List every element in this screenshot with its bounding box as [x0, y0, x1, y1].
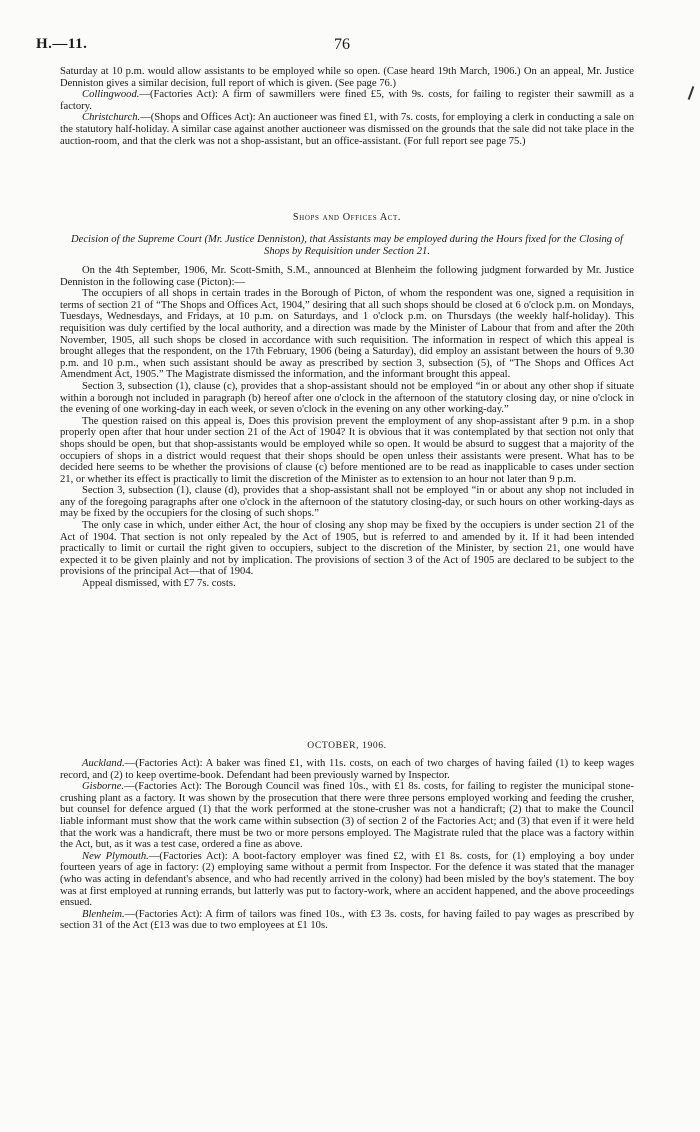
case-text: —(Factories Act): A firm of tailors was fined 10s., with £3 3s. costs, for having failed to pay wages as prescribed by section 31 of the Act (£13 was due to two employees at £1 10s. [60, 908, 634, 932]
section-shops-offices [60, 212, 634, 223]
case-text: —(Factories Act): The Borough Council was fined 10s., with £1 8s. costs, for failing to register the municipal stone-crushing plant as a factory. It was shown by the prosecution that there were three persons employed working and feeding the crusher, but counsel for defence argued (1) that the work performed at the stone-crusher was not a handicraft; (2) that to make the Council liable informant must show that the work came within subsection (3) of section 2 of the Factories Act; and (3) that even if it were held that the work was a handicraft, there must be two or more persons employed. The Magistrate ruled that the place was a factory within the Act, but, as it was a test case, ordered a fine as above. [60, 781, 634, 851]
place-name: Christchurch. [82, 112, 141, 124]
case-blenheim [60, 909, 634, 932]
case-christchurch [60, 112, 634, 147]
section-heading: Shops and Offices Act. [292, 212, 402, 223]
case-new-plymouth [60, 851, 634, 909]
judgment-paragraph: The only case in which, under either Act, the hour of closing any shop may be fixed by the occupiers is under section 21 of the Act of 1904. That section is not only repealed by the Act of 1905, but is referred to and amended by it. If it had been intended practically to limit or curtail the right given to occupiers, subject to the discretion of the Minister, by section 21, one would have expected it to be given plainly and not by implication. The provisions of section 3 of the Act of 1905 are declared to be subject to the provisions of the principal Act—that of 1904. [60, 520, 634, 578]
page-number: 76 [334, 36, 350, 53]
month-heading-block [60, 740, 634, 751]
place-name: New Plymouth. [82, 850, 149, 862]
case-auckland [60, 758, 634, 781]
judgment-paragraph: On the 4th September, 1906, Mr. Scott-Smith, S.M., announced at Blenheim the following judgment forwarded by Mr. Justice Denniston in the following case (Picton):— [60, 265, 634, 288]
place-name: Blenheim. [82, 908, 125, 920]
case-gisborne [60, 781, 634, 851]
place-name: Gisborne. [82, 781, 125, 793]
judgment-body [60, 265, 634, 590]
judgment-paragraph: The occupiers of all shops in certain trades in the Borough of Picton, of whom the respondent was one, signed a requisition in terms of section 21 of “The Shops and Offices Act, 1904,” desiring that all such shops should be closed at 6 o'clock p.m. on Mondays, Tuesdays, Wednesdays, and Fridays, at 10 p.m. on Saturdays, and 1 o'clock p.m. on Thursdays (the weekly half-holiday). This requisition was duly certified by the local authority, and a direction was made by the Minister of Labour that from and after the 20th November, 1905, all such shops be closed in accordance with such requisition. The information in respect of which this appeal is brought alleges that the respondent, on the 17th February, 1906 (being a Saturday), did employ an assistant between the hours of 9.30 p.m. and 10 p.m., when such assistant should be away as prescribed by section 3, subsection (5), of “The Shops and Offices Act Amendment Act, 1905.” The Magistrate dismissed the information, and the informant brought this appeal. [60, 288, 634, 381]
judgment-result: Appeal dismissed, with £7 7s. costs. [82, 578, 236, 590]
place-name: Auckland. [82, 758, 125, 769]
judgment-paragraph: Section 3, subsection (1), clause (d), provides that a shop-assistant shall not be employed “in or about any shop not included in any of the foregoing paragraphs after one o'clock in the afternoon of the statutory closing-day, or such hours on other working-days as may be fixed by the occupiers for the closing of such shops.” [60, 485, 634, 520]
judgment-paragraph: Section 3, subsection (1), clause (c), provides that a shop-assistant should not be employed “in or about any other shop if situate within a borough not included in paragraph (b) hereof after one o'clock in the afternoon of the statutory closing day, or nine o'clock in the evening of one working-day in each week, or seven o'clock in the evening on any other working-day.” [60, 380, 634, 416]
decision-title: Decision of the Supreme Court (Mr. Justice Denniston), that Assistants may be employed during the Hours fixed for the Closing of Shops by Requisition under Section 21. [71, 234, 623, 257]
judgment-paragraph: The question raised on this appeal is, Does this provision prevent the employment of any shop-assistant after 9 p.m. in a shop properly open after that hour under section 21 of the Act of 1904? It is obvious that it was contemplated by that section not only that shops should be open, but that shop-assistants would be employed while so open. It would be absurd to suggest that a majority of the occupiers of shops in a district would request that their shops should be open unless their assistants were present. What has to be decided here seems to be whether the provisions of clause (c) before mentioned are to be read as inapplicable to cases under section 21, or whether its effect is practically to limit the discretion of the Minister as to extension to an hour not later than 9 p.m. [60, 415, 634, 485]
month-heading: OCTOBER, 1906. [307, 740, 387, 751]
case-text: —(Shops and Offices Act): An auctioneer was fined £1, with 7s. costs, for employing a clerk in conducting a sale on the statutory half-holiday. A similar case against another auctioneer was dismissed on the grounds that the sale did not take place in the auction-room, and that the clerk was not a shop-assistant, but an office-assistant. (For full report see page 75.) [60, 112, 634, 147]
paragraph-continued: Saturday at 10 p.m. would allow assistants to be employed while so open. (Case heard 19th March, 1906.) On an appeal, Mr. Justice Denniston gives a similar decision, full report of which is given. (See page 76.) [60, 66, 634, 89]
place-name: Collingwood. [82, 89, 140, 101]
section-october-cases [60, 758, 634, 932]
case-text: —(Factories Act): A firm of sawmillers were fined £5, with 9s. costs, for failing to register their sawmill as a factory. [60, 89, 634, 112]
section-top-cases [60, 66, 634, 147]
case-collingwood [60, 89, 634, 112]
margin-mark [688, 86, 695, 100]
decision-block [60, 234, 634, 258]
case-text: —(Factories Act): A baker was fined £1, with 11s. costs, on each of two charges of having failed (1) to keep wages record, and (2) to keep overtime-book. Defendant had been previously warned by Inspector. [60, 758, 634, 781]
report-code: H.—11. [36, 36, 88, 52]
case-text: —(Factories Act): A boot-factory employer was fined £2, with £1 8s. costs, for (1) employing a boy under fourteen years of age in factory: (2) employing same without a permit from Inspector. For the defence it was stated that the manager (who was acting in defendant's absence, and who had recently arrived in the colony) had been misled by the boy's statement. The boy was at first employed at running errands, but latterly was put to factory-work, where an accident happened, and the above proceedings ensued. [60, 850, 634, 909]
